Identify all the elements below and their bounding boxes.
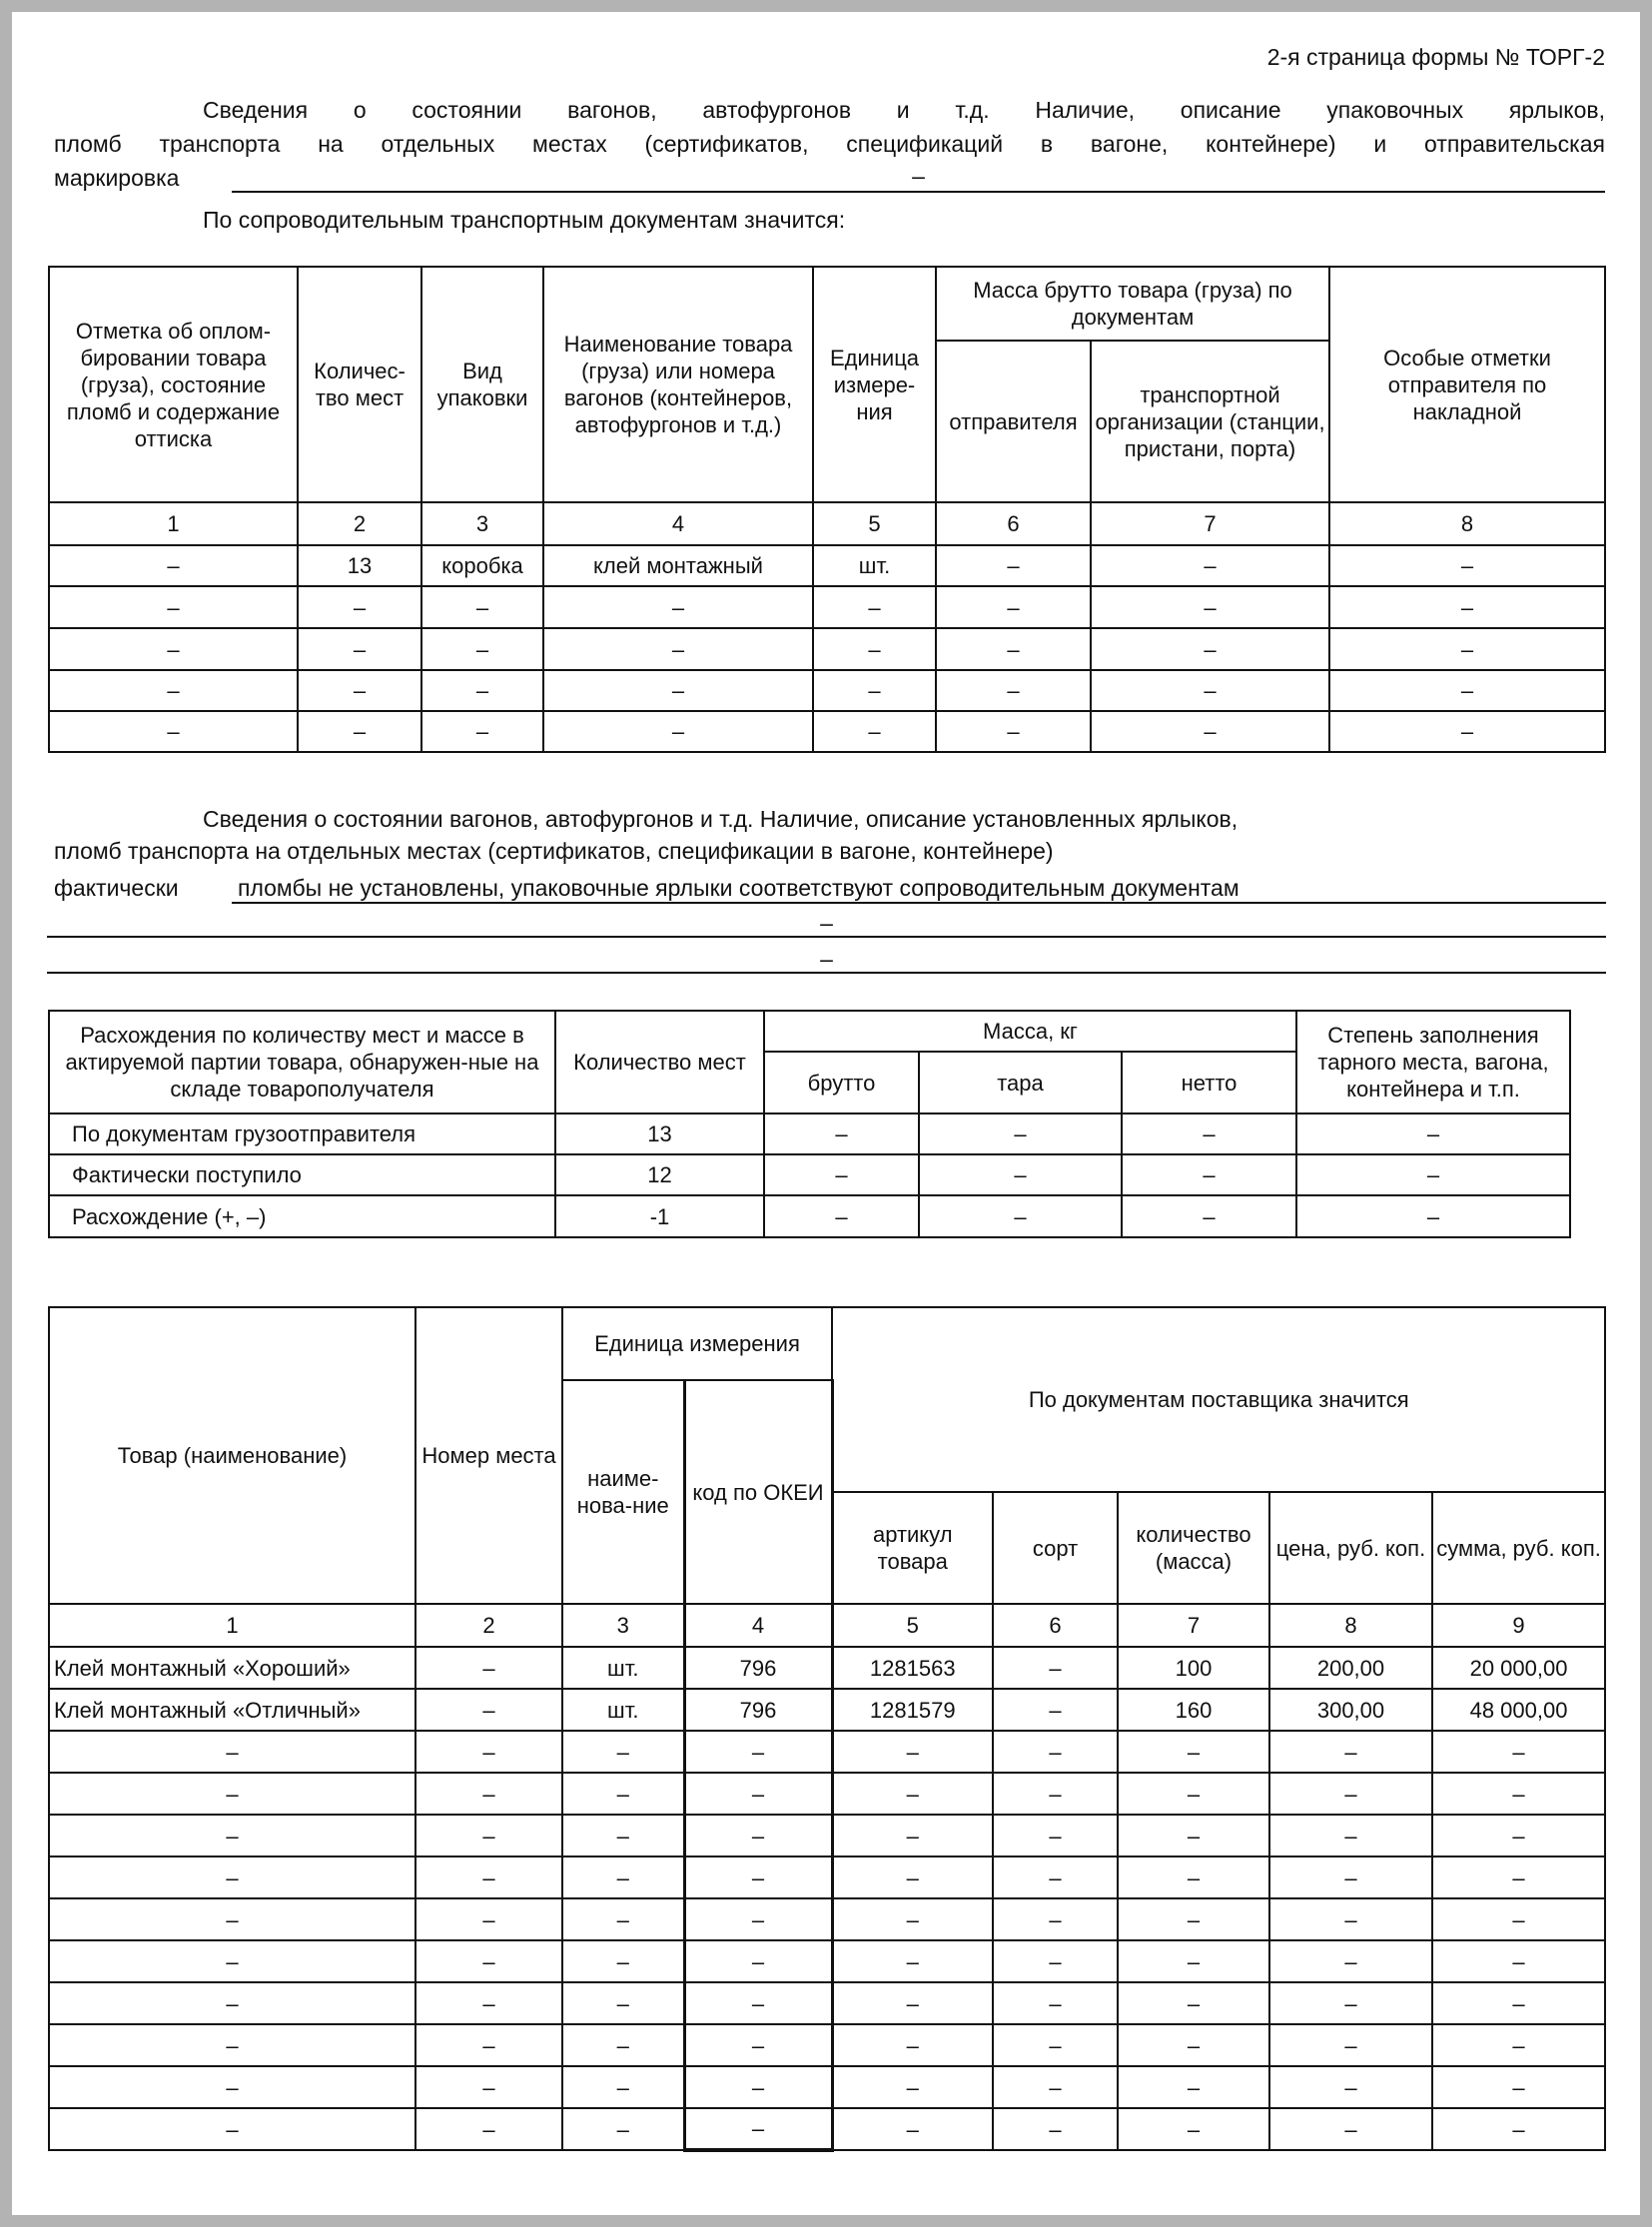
- cell[interactable]: –: [832, 1815, 993, 1856]
- cell[interactable]: –: [764, 1114, 919, 1154]
- table-row: [49, 1856, 1605, 1898]
- cell[interactable]: –: [936, 545, 1091, 586]
- table-row: [49, 1898, 1605, 1940]
- cell[interactable]: –: [813, 670, 936, 711]
- t3-num: 8: [1269, 1604, 1432, 1647]
- t2-header-fill-degree: Степень заполнения тарного места, вагона, контейнера и т.п.: [1296, 1011, 1570, 1114]
- t3-header-article: артикул товара: [832, 1492, 993, 1604]
- cell[interactable]: –: [1091, 586, 1329, 628]
- t2-header-places: Количество мест: [555, 1011, 764, 1114]
- cell[interactable]: –: [832, 2066, 993, 2108]
- cell[interactable]: –: [49, 1898, 415, 1940]
- cell[interactable]: –: [1118, 2066, 1269, 2108]
- cell[interactable]: 12: [555, 1154, 764, 1195]
- cell[interactable]: –: [415, 1815, 562, 1856]
- marking-label: маркировка: [54, 165, 180, 191]
- cell[interactable]: –: [562, 2024, 684, 2066]
- cell[interactable]: 796: [684, 1647, 832, 1689]
- cell[interactable]: –: [936, 670, 1091, 711]
- cell[interactable]: 300,00: [1269, 1689, 1432, 1731]
- cell[interactable]: –: [415, 1982, 562, 2024]
- cell[interactable]: –: [764, 1154, 919, 1195]
- t1-num: 6: [936, 502, 1091, 545]
- cell[interactable]: –: [543, 711, 813, 752]
- t3-header-unit-name: наиме-нова-ние: [562, 1380, 684, 1604]
- cell[interactable]: –: [1296, 1114, 1570, 1154]
- cell[interactable]: –: [832, 1731, 993, 1773]
- page-label: 2-я страница формы № ТОРГ-2: [1266, 44, 1605, 70]
- cell[interactable]: Клей монтажный «Отличный»: [49, 1689, 415, 1731]
- cell[interactable]: –: [562, 2108, 684, 2150]
- cell[interactable]: –: [993, 2066, 1118, 2108]
- table-row: [49, 1114, 1570, 1154]
- cell[interactable]: –: [1432, 1856, 1605, 1898]
- cell[interactable]: –: [1432, 1815, 1605, 1856]
- cell[interactable]: –: [1091, 711, 1329, 752]
- t1-num: 7: [1091, 502, 1329, 545]
- cell[interactable]: –: [415, 1689, 562, 1731]
- cell[interactable]: –: [421, 628, 543, 670]
- t3-header-okei: код по ОКЕИ: [684, 1380, 832, 1604]
- table-row: [49, 2024, 1605, 2066]
- cell[interactable]: –: [298, 628, 421, 670]
- cell[interactable]: –: [684, 2066, 832, 2108]
- cell[interactable]: –: [1269, 2108, 1432, 2150]
- t3-num: 1: [49, 1604, 415, 1647]
- cell[interactable]: –: [993, 1815, 1118, 1856]
- row-label: Фактически поступило: [49, 1154, 555, 1195]
- cell[interactable]: –: [832, 1856, 993, 1898]
- actual-value[interactable]: пломбы не установлены, упаковочные ярлыки соответствуют сопроводительным документам: [238, 875, 1239, 901]
- cell[interactable]: –: [936, 628, 1091, 670]
- t1-num: 2: [298, 502, 421, 545]
- discrepancy-table: [48, 1010, 1571, 1238]
- table-row: [49, 711, 1605, 752]
- cell[interactable]: –: [1329, 711, 1605, 752]
- cell[interactable]: 100: [1118, 1647, 1269, 1689]
- cell[interactable]: –: [1091, 628, 1329, 670]
- cell[interactable]: –: [1118, 2024, 1269, 2066]
- cell[interactable]: –: [1269, 1815, 1432, 1856]
- cell[interactable]: 1281563: [832, 1647, 993, 1689]
- t1-header-sender: отправителя: [936, 341, 1091, 502]
- t1-num: 4: [543, 502, 813, 545]
- cell[interactable]: –: [415, 1773, 562, 1815]
- t3-num: 4: [684, 1604, 832, 1647]
- cell[interactable]: –: [684, 1731, 832, 1773]
- cell[interactable]: –: [415, 2066, 562, 2108]
- cell[interactable]: –: [49, 670, 298, 711]
- cell[interactable]: –: [298, 711, 421, 752]
- cell[interactable]: –: [1118, 1856, 1269, 1898]
- cell[interactable]: –: [832, 1773, 993, 1815]
- cell[interactable]: -1: [555, 1195, 764, 1237]
- cell[interactable]: –: [1118, 1773, 1269, 1815]
- actual-underline: [232, 902, 1606, 904]
- extra-line2: [47, 972, 1606, 974]
- cell[interactable]: шт.: [813, 545, 936, 586]
- t1-num: 3: [421, 502, 543, 545]
- cell[interactable]: –: [684, 1898, 832, 1940]
- cell[interactable]: –: [543, 628, 813, 670]
- cell[interactable]: Клей монтажный «Хороший»: [49, 1647, 415, 1689]
- t1-num: 8: [1329, 502, 1605, 545]
- cell[interactable]: –: [993, 1647, 1118, 1689]
- cell[interactable]: –: [1432, 2066, 1605, 2108]
- table-row: [49, 1647, 1605, 1689]
- cell[interactable]: –: [49, 2024, 415, 2066]
- cell[interactable]: –: [1329, 670, 1605, 711]
- cell[interactable]: –: [993, 1689, 1118, 1731]
- cell[interactable]: –: [543, 586, 813, 628]
- cell[interactable]: –: [936, 711, 1091, 752]
- cell[interactable]: –: [993, 2108, 1118, 2150]
- t1-header-transport-org: транспортной организации (станции, пристани, порта): [1091, 341, 1329, 502]
- t3-header-price: цена, руб. коп.: [1269, 1492, 1432, 1604]
- cell[interactable]: –: [1329, 586, 1605, 628]
- cell[interactable]: –: [1432, 1773, 1605, 1815]
- cell[interactable]: –: [415, 1731, 562, 1773]
- row-label: Расхождение (+, –): [49, 1195, 555, 1237]
- t3-header-sum: сумма, руб. коп.: [1432, 1492, 1605, 1604]
- cell[interactable]: –: [813, 586, 936, 628]
- table-row: [49, 1773, 1605, 1815]
- t3-num: 2: [415, 1604, 562, 1647]
- table-row: [49, 1982, 1605, 2024]
- table-row: [49, 1940, 1605, 1982]
- cell[interactable]: –: [813, 628, 936, 670]
- t3-header-quantity: количество (масса): [1118, 1492, 1269, 1604]
- actual-label: фактически: [54, 875, 179, 901]
- cell[interactable]: –: [919, 1114, 1122, 1154]
- table-row: [49, 2066, 1605, 2108]
- cell[interactable]: –: [1122, 1195, 1296, 1237]
- cell[interactable]: –: [1432, 1940, 1605, 1982]
- cell[interactable]: –: [1296, 1195, 1570, 1237]
- cell[interactable]: –: [1118, 1940, 1269, 1982]
- cell[interactable]: –: [421, 670, 543, 711]
- cell[interactable]: –: [993, 2024, 1118, 2066]
- cell[interactable]: –: [936, 586, 1091, 628]
- cell[interactable]: –: [421, 586, 543, 628]
- cell[interactable]: –: [684, 1982, 832, 2024]
- cell[interactable]: –: [1432, 2024, 1605, 2066]
- cell[interactable]: –: [919, 1195, 1122, 1237]
- cell[interactable]: –: [1269, 1731, 1432, 1773]
- cell[interactable]: –: [562, 1731, 684, 1773]
- cell[interactable]: –: [1269, 1898, 1432, 1940]
- extra-line2-value[interactable]: –: [820, 946, 833, 972]
- t1-header-places: Количес-тво мест: [298, 267, 421, 502]
- cell[interactable]: –: [832, 2024, 993, 2066]
- cell[interactable]: –: [415, 2108, 562, 2150]
- t2-header-net: нетто: [1122, 1052, 1296, 1114]
- cell[interactable]: –: [1118, 1815, 1269, 1856]
- cell[interactable]: 13: [298, 545, 421, 586]
- cell[interactable]: –: [1329, 545, 1605, 586]
- cell[interactable]: –: [993, 1731, 1118, 1773]
- cell[interactable]: –: [298, 670, 421, 711]
- cell[interactable]: –: [832, 2108, 993, 2150]
- t3-header-unit: Единица измерения: [562, 1307, 832, 1380]
- cell[interactable]: –: [1269, 2066, 1432, 2108]
- cell[interactable]: –: [49, 1731, 415, 1773]
- table-row: [49, 1815, 1605, 1856]
- cell[interactable]: –: [421, 711, 543, 752]
- section1-line2: пломб транспорта на отдельных местах (сертификатов, спецификаций в вагоне, контейнере) и отправительская: [54, 131, 1605, 157]
- table-row: [49, 1689, 1605, 1731]
- t2-header-mass: Масса, кг: [764, 1011, 1296, 1052]
- t3-num: 9: [1432, 1604, 1605, 1647]
- cell[interactable]: –: [415, 1856, 562, 1898]
- cell[interactable]: –: [415, 2024, 562, 2066]
- marking-underline: [232, 191, 1605, 193]
- table-row: [49, 628, 1605, 670]
- cell[interactable]: –: [1091, 670, 1329, 711]
- cell[interactable]: –: [1296, 1154, 1570, 1195]
- cell[interactable]: –: [1432, 1898, 1605, 1940]
- cell[interactable]: шт.: [562, 1647, 684, 1689]
- t3-header-supplier-docs: По документам поставщика значится: [832, 1307, 1605, 1492]
- docs-intro: По сопроводительным транспортным документам значится:: [203, 207, 846, 233]
- section1-line1: Сведения о состоянии вагонов, автофургонов и т.д. Наличие, описание упаковочных ярлыков,: [203, 97, 1605, 123]
- cell[interactable]: –: [993, 1982, 1118, 2024]
- cell[interactable]: –: [832, 1898, 993, 1940]
- cell[interactable]: –: [1122, 1154, 1296, 1195]
- cell[interactable]: –: [49, 628, 298, 670]
- t3-num: 6: [993, 1604, 1118, 1647]
- supplier-goods-table: [48, 1306, 1606, 2152]
- t3-number-row: [49, 1604, 1605, 1647]
- cell[interactable]: –: [1118, 1731, 1269, 1773]
- cell[interactable]: –: [993, 1773, 1118, 1815]
- cell[interactable]: –: [562, 1856, 684, 1898]
- cell[interactable]: –: [49, 1982, 415, 2024]
- cell[interactable]: 13: [555, 1114, 764, 1154]
- cell[interactable]: –: [562, 1815, 684, 1856]
- cell[interactable]: –: [832, 1982, 993, 2024]
- cell[interactable]: –: [993, 1856, 1118, 1898]
- cell[interactable]: –: [562, 1773, 684, 1815]
- cell[interactable]: –: [49, 2108, 415, 2150]
- t2-header-discrepancy: Расхождения по количеству мест и массе в актируемой партии товара, обнаружен-ные на складе товарополучателя: [49, 1011, 555, 1114]
- t3-num: 5: [832, 1604, 993, 1647]
- cell[interactable]: –: [1122, 1114, 1296, 1154]
- table-row: [49, 586, 1605, 628]
- cell[interactable]: –: [298, 586, 421, 628]
- cell[interactable]: –: [764, 1195, 919, 1237]
- cell[interactable]: –: [562, 1898, 684, 1940]
- table-row: [49, 2108, 1605, 2150]
- cell[interactable]: –: [49, 1940, 415, 1982]
- section2-line1: Сведения о состоянии вагонов, автофургонов и т.д. Наличие, описание установленных ярлыков,: [203, 806, 1239, 832]
- cell[interactable]: шт.: [562, 1689, 684, 1731]
- t1-num: 5: [813, 502, 936, 545]
- cell[interactable]: –: [1269, 1940, 1432, 1982]
- t3-num: 3: [562, 1604, 684, 1647]
- cell[interactable]: –: [1269, 1856, 1432, 1898]
- cell[interactable]: –: [49, 1856, 415, 1898]
- t1-header-seal: Отметка об оплом-бировании товара (груза), состояние пломб и содержание оттиска: [49, 267, 298, 502]
- cell[interactable]: –: [1118, 1982, 1269, 2024]
- cell[interactable]: –: [1091, 545, 1329, 586]
- t3-header-grade: сорт: [993, 1492, 1118, 1604]
- t3-header-place-number: Номер места: [415, 1307, 562, 1604]
- table-row: [49, 1154, 1570, 1195]
- cell[interactable]: –: [1269, 1982, 1432, 2024]
- cell[interactable]: –: [684, 1856, 832, 1898]
- cell[interactable]: –: [813, 711, 936, 752]
- cell[interactable]: 20 000,00: [1432, 1647, 1605, 1689]
- cell[interactable]: –: [1118, 1898, 1269, 1940]
- t1-header-packaging: Вид упаковки: [421, 267, 543, 502]
- cell[interactable]: –: [49, 586, 298, 628]
- cell[interactable]: –: [49, 711, 298, 752]
- cell[interactable]: –: [993, 1898, 1118, 1940]
- cell[interactable]: коробка: [421, 545, 543, 586]
- cell[interactable]: –: [993, 1940, 1118, 1982]
- cell[interactable]: –: [1432, 1982, 1605, 2024]
- cell[interactable]: –: [684, 1773, 832, 1815]
- cell[interactable]: –: [919, 1154, 1122, 1195]
- cell[interactable]: –: [684, 2024, 832, 2066]
- cell[interactable]: –: [1432, 1731, 1605, 1773]
- cell[interactable]: –: [415, 1898, 562, 1940]
- row-label: По документам грузоотправителя: [49, 1114, 555, 1154]
- t1-number-row: [49, 502, 1605, 545]
- t2-header-tare: тара: [919, 1052, 1122, 1114]
- cell[interactable]: 1281579: [832, 1689, 993, 1731]
- cell[interactable]: –: [49, 545, 298, 586]
- cell[interactable]: –: [415, 1940, 562, 1982]
- cell[interactable]: –: [543, 670, 813, 711]
- table-row: [49, 545, 1605, 586]
- cell[interactable]: –: [49, 2066, 415, 2108]
- t3-header-goods: Товар (наименование): [49, 1307, 415, 1604]
- t2-header-gross: брутто: [764, 1052, 919, 1114]
- cell[interactable]: –: [1329, 628, 1605, 670]
- t1-header-goods-name: Наименование товара (груза) или номера вагонов (контейнеров, автофургонов и т.д.): [543, 267, 813, 502]
- extra-line1-value[interactable]: –: [820, 910, 833, 936]
- cell[interactable]: –: [415, 1647, 562, 1689]
- section2-line2: пломб транспорта на отдельных местах (сертификатов, спецификации в вагоне, контейнере): [54, 838, 1054, 864]
- transport-docs-table: [48, 266, 1606, 753]
- cell[interactable]: –: [684, 1815, 832, 1856]
- table-row: [49, 1195, 1570, 1237]
- cell[interactable]: 160: [1118, 1689, 1269, 1731]
- cell[interactable]: –: [49, 1815, 415, 1856]
- cell[interactable]: –: [1432, 2108, 1605, 2150]
- cell[interactable]: –: [562, 2066, 684, 2108]
- table-row: [49, 670, 1605, 711]
- cell[interactable]: –: [562, 1982, 684, 2024]
- t1-num: 1: [49, 502, 298, 545]
- cell[interactable]: –: [562, 1940, 684, 1982]
- cell[interactable]: –: [684, 2108, 832, 2150]
- cell[interactable]: –: [49, 1773, 415, 1815]
- cell[interactable]: –: [684, 1940, 832, 1982]
- cell[interactable]: –: [1269, 1773, 1432, 1815]
- t3-num: 7: [1118, 1604, 1269, 1647]
- extra-line1: [47, 936, 1606, 938]
- t1-header-notes: Особые отметки отправителя по накладной: [1329, 267, 1605, 502]
- cell[interactable]: –: [832, 1940, 993, 1982]
- cell[interactable]: 796: [684, 1689, 832, 1731]
- cell[interactable]: клей монтажный: [543, 545, 813, 586]
- t1-header-unit: Единица измере-ния: [813, 267, 936, 502]
- table-row: [49, 1731, 1605, 1773]
- t1-header-gross-mass: Масса брутто товара (груза) по документам: [936, 267, 1329, 341]
- cell[interactable]: 200,00: [1269, 1647, 1432, 1689]
- cell[interactable]: 48 000,00: [1432, 1689, 1605, 1731]
- cell[interactable]: –: [1118, 2108, 1269, 2150]
- marking-value[interactable]: –: [912, 163, 925, 189]
- cell[interactable]: –: [1269, 2024, 1432, 2066]
